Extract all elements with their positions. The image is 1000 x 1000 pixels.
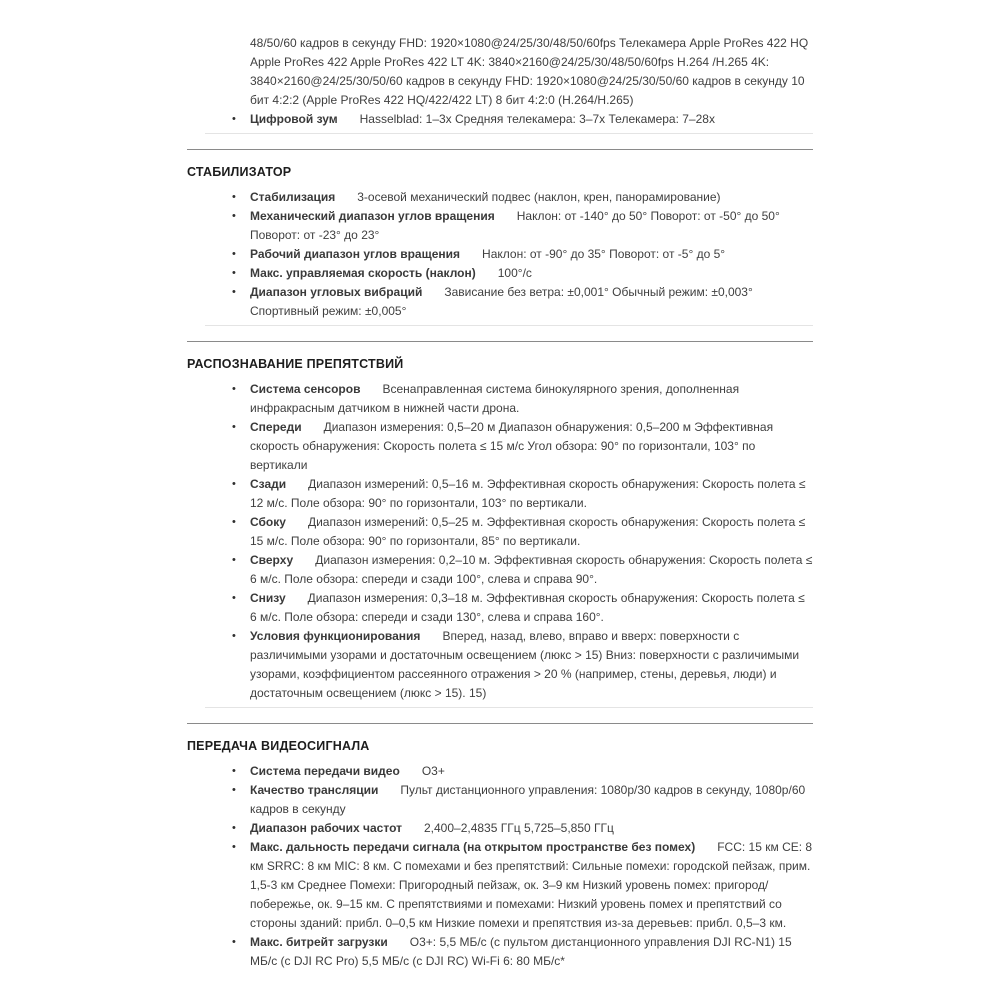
spec-label: Макс. битрейт загрузки	[250, 935, 388, 949]
table-bottom-rule	[205, 707, 813, 708]
section-title: РАСПОЗНАВАНИЕ ПРЕПЯТСТВИЙ	[187, 357, 404, 371]
spec-value: Наклон: от -90° до 35° Поворот: от -5° до 5°	[482, 247, 726, 261]
spec-label: Диапазон угловых вибраций	[250, 285, 423, 299]
spec-label: Макс. управляемая скорость (наклон)	[250, 266, 476, 280]
bullet-icon: •	[232, 554, 236, 566]
spec-label: Стабилизация	[250, 190, 336, 204]
spec-label: Диапазон рабочих частот	[250, 821, 402, 835]
section-rows	[187, 188, 813, 321]
spec-value: 100°/с	[497, 266, 532, 280]
spec-row	[187, 188, 813, 207]
spec-row	[187, 762, 813, 781]
spec-value: Диапазон измерения: 0,5–20 м Диапазон обнаружения: 0,5–200 м Эффективная скорость обнаружения: Скорость полета ≤ 15 м/с Угол обзора: 90° по горизонтали, 103° по вертикали	[250, 420, 774, 472]
spec-value: O3+: 5,5 МБ/с (с пультом дистанционного управления DJI RC-N1) 15 МБ/с (с DJI RC Pro) 5,5 МБ/с (с DJI RC) Wi-Fi 6: 80 МБ/с*	[250, 935, 792, 968]
spec-label: Цифровой зум	[250, 112, 338, 126]
spec-row	[187, 551, 813, 589]
spec-value: Всенаправленная система бинокулярного зрения, дополненная инфракрасным датчиком в нижней части дрона.	[250, 382, 740, 415]
spec-row	[187, 838, 813, 933]
bullet-icon: •	[232, 516, 236, 528]
spec-row	[187, 283, 813, 321]
table-bottom-rule	[205, 133, 813, 134]
bullet-icon: •	[232, 113, 236, 125]
spec-value: FCC: 15 км CE: 8 км SRRC: 8 км MIC: 8 км. С помехами и без препятствий: Сильные помехи: городской пейзаж, прим. 1,5-3 км Среднее Помехи: Пригородный пейзаж, ок. 3–9 км Низкий уровень помех: пригород/побережье, ок. 9–15 км. С препятствиями и помехами: Низкий уровень помех и препятствий со стороны зданий: прибл. 0–0,5 км Низкие помехи и препятствия из-за деревьев: прибл. 0,5–3 км.	[250, 840, 813, 930]
bullet-icon: •	[232, 822, 236, 834]
bullet-icon: •	[232, 267, 236, 279]
bullet-icon: •	[232, 936, 236, 948]
spec-row	[187, 589, 813, 627]
previous-section-tail	[187, 34, 813, 134]
spec-value: 2,400–2,4835 ГГц 5,725–5,850 ГГц	[424, 821, 614, 835]
spec-value: Диапазон измерений: 0,5–16 м. Эффективная скорость обнаружения: Скорость полета ≤ 12 м/с. Поле обзора: 90° по горизонтали, 103° по вертикали.	[250, 477, 806, 510]
bullet-icon: •	[232, 592, 236, 604]
spec-row	[187, 781, 813, 819]
spec-label: Качество трансляции	[250, 783, 379, 797]
spec-value: 3-осевой механический подвес (наклон, крен, панорамирование)	[357, 190, 721, 204]
spec-value: Диапазон измерений: 0,5–25 м. Эффективная скорость обнаружения: Скорость полета ≤ 15 м/с. Поле обзора: 90° по горизонтали, 85° по вертикали.	[250, 515, 806, 548]
bullet-icon: •	[232, 286, 236, 298]
wrapped-spec-continuation-text: 48/50/60 кадров в секунду FHD: 1920×1080@24/25/30/48/50/60fps Телекамера Apple ProRes 422 HQ Apple ProRes 422 Apple ProRes 422 LT 4K: 3840×2160@24/25/30/48/50/60fps H.264 /H.265 4K: 3840×2160@24/25/30/50/60 кадров в секунду FHD: 1920×1080@24/25/30/50/60 кадров в секунду 10 бит 4:2:2 (Apple ProRes 422 HQ/422/422 LT) 8 бит 4:2:0 (H.264/H.265)	[250, 36, 809, 107]
section-divider-rule	[187, 149, 813, 150]
spec-label: Рабочий диапазон углов вращения	[250, 247, 461, 261]
spec-row	[187, 819, 813, 838]
spec-label: Механический диапазон углов вращения	[250, 209, 495, 223]
spec-row	[187, 418, 813, 475]
bullet-icon: •	[232, 784, 236, 796]
spec-row	[187, 513, 813, 551]
spec-value: Наклон: от -140° до 50° Поворот: от -50° до 50° Поворот: от -23° до 23°	[250, 209, 780, 242]
spec-section	[187, 341, 813, 708]
spec-section	[187, 149, 813, 326]
section-title: ПЕРЕДАЧА ВИДЕОСИГНАЛА	[187, 739, 370, 753]
spec-label: Сбоку	[250, 515, 286, 529]
section-rows	[187, 380, 813, 703]
section-title: СТАБИЛИЗАТОР	[187, 165, 292, 179]
spec-value: Пульт дистанционного управления: 1080p/30 кадров в секунду, 1080p/60 кадров в секунду	[250, 783, 806, 816]
bullet-icon: •	[232, 765, 236, 777]
spec-label: Спереди	[250, 420, 302, 434]
spec-label: Система сенсоров	[250, 382, 361, 396]
spec-value: O3+	[421, 764, 445, 778]
bullet-icon: •	[232, 210, 236, 222]
bullet-icon: •	[232, 383, 236, 395]
bullet-icon: •	[232, 630, 236, 642]
spec-row	[187, 207, 813, 245]
spec-label: Сверху	[250, 553, 294, 567]
spec-label: Сзади	[250, 477, 287, 491]
spec-row	[187, 475, 813, 513]
bullet-icon: •	[232, 191, 236, 203]
spec-label: Снизу	[250, 591, 286, 605]
spec-label: Условия функционирования	[250, 629, 421, 643]
bullet-icon: •	[232, 841, 236, 853]
spec-row	[187, 380, 813, 418]
spec-value: Диапазон измерения: 0,2–10 м. Эффективная скорость обнаружения: Скорость полета ≤ 6 м/с. Поле обзора: спереди и сзади 100°, слева и справа 90°.	[250, 553, 813, 586]
spec-row	[187, 627, 813, 703]
table-bottom-rule	[205, 325, 813, 326]
spec-label: Система передачи видео	[250, 764, 400, 778]
bullet-icon: •	[232, 248, 236, 260]
spec-row	[187, 933, 813, 971]
spec-row	[187, 110, 813, 129]
spec-row	[187, 264, 813, 283]
bullet-icon: •	[232, 421, 236, 433]
section-divider-rule	[187, 341, 813, 342]
spec-value: Диапазон измерения: 0,3–18 м. Эффективная скорость обнаружения: Скорость полета ≤ 6 м/с. Поле обзора: спереди и сзади 130°, слева и справа 160°.	[250, 591, 805, 624]
spec-value: Hasselblad: 1–3x Средняя телекамера: 3–7x Телекамера: 7–28x	[359, 112, 715, 126]
spec-value: Зависание без ветра: ±0,001° Обычный режим: ±0,003° Спортивный режим: ±0,005°	[250, 285, 753, 318]
section-rows	[187, 762, 813, 971]
spec-value: Вперед, назад, влево, вправо и вверх: поверхности с различимыми узорами и достаточным освещением (люкс > 15) Вниз: поверхности с различимыми узорами, коэффициентом рассеянного отражения > 20 % (например, стены, деревья, люди) и достаточным освещением (люкс > 15). 15)	[250, 629, 800, 700]
section-divider-rule	[187, 723, 813, 724]
bullet-icon: •	[232, 478, 236, 490]
sections	[187, 149, 813, 971]
spec-section	[187, 723, 813, 971]
spec-label: Макс. дальность передачи сигнала (на открытом пространстве без помех)	[250, 840, 696, 854]
spec-row	[187, 245, 813, 264]
